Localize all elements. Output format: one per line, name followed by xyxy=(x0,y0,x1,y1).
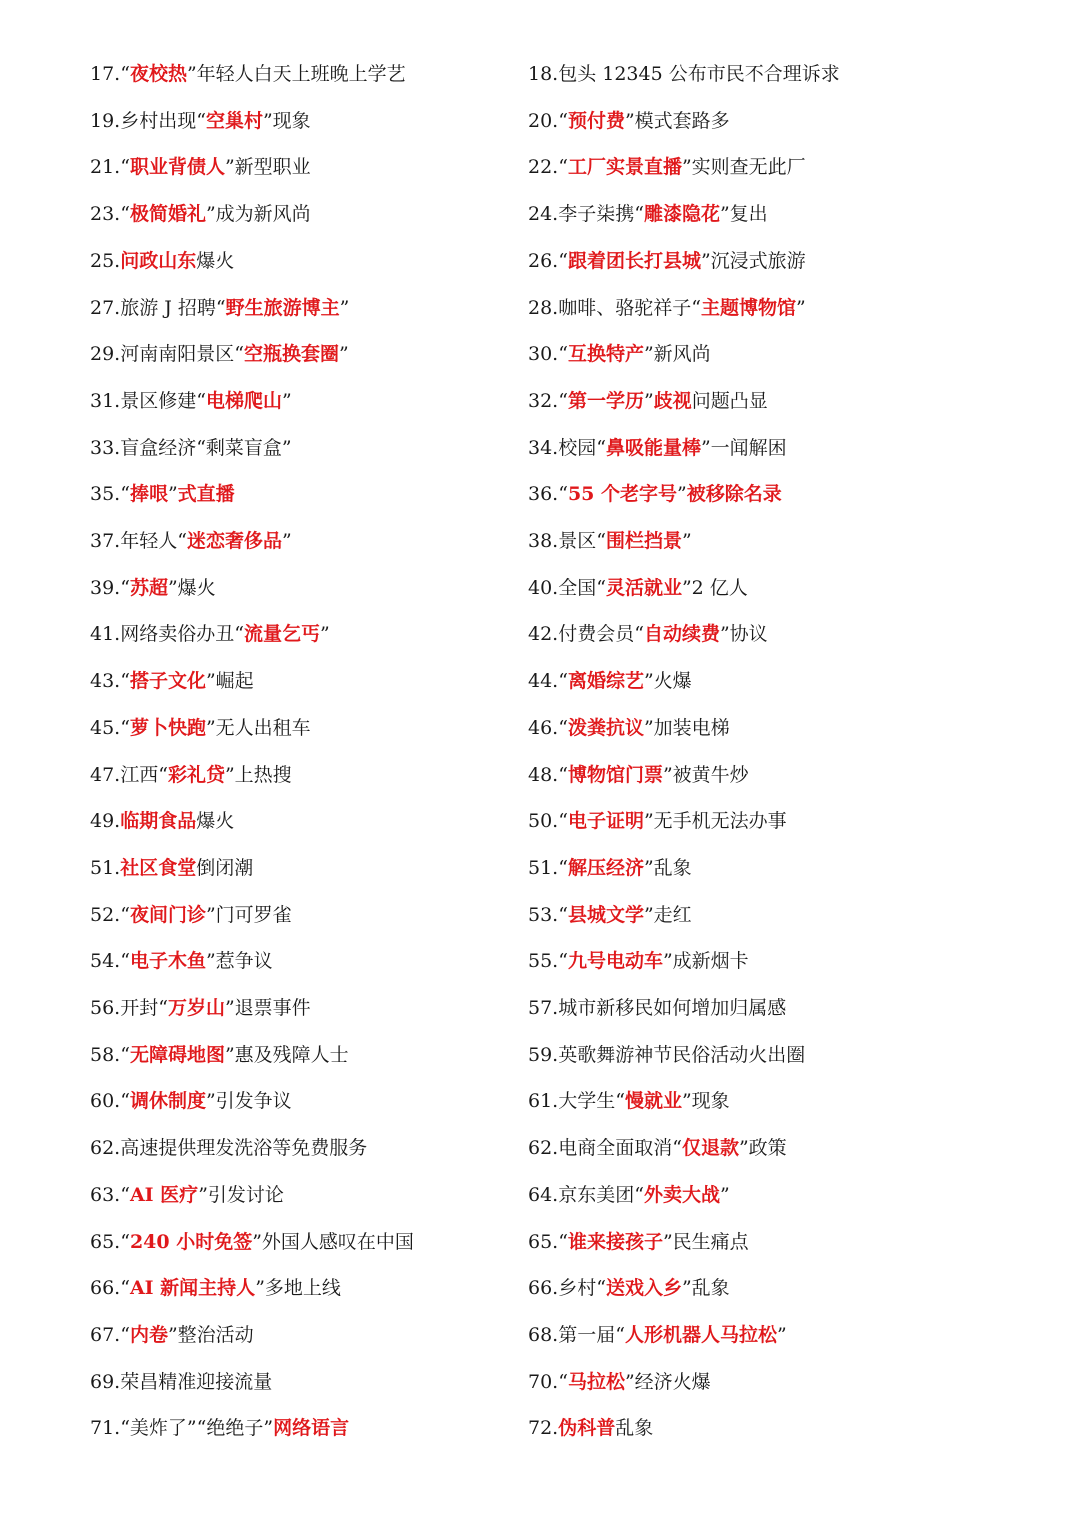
highlighted-keyword: 谁来接孩子 xyxy=(567,1231,663,1253)
topic-text: ”年轻人白天上班晚上学艺 xyxy=(186,63,406,85)
topic-text: ” xyxy=(281,390,292,412)
topic-item-left xyxy=(90,244,234,278)
topic-text: 63.“ xyxy=(90,1184,130,1206)
topic-row xyxy=(0,711,1080,745)
topic-row xyxy=(0,524,1080,558)
highlighted-keyword: 夜间门诊 xyxy=(129,904,206,926)
topic-text: ”整治活动 xyxy=(167,1324,254,1346)
topic-item-right xyxy=(528,244,806,278)
topic-item-left xyxy=(90,1038,349,1072)
highlighted-keyword: 野生旅游博主 xyxy=(225,297,340,319)
topic-item-left xyxy=(90,431,292,465)
topic-item-left xyxy=(90,197,311,231)
topic-text: ”2 亿人 xyxy=(681,577,748,599)
highlighted-keyword: 社区食堂 xyxy=(120,857,197,879)
topic-item-right xyxy=(528,944,749,978)
topic-row xyxy=(0,104,1080,138)
topic-text: 56.开封“ xyxy=(90,997,168,1019)
highlighted-keyword: 捧哏 xyxy=(129,483,168,505)
topic-row xyxy=(0,1084,1080,1118)
highlighted-keyword: 仅退款 xyxy=(681,1137,739,1159)
highlighted-keyword: 240 小时免签 xyxy=(129,1231,253,1253)
topic-item-right xyxy=(528,524,692,558)
highlighted-keyword: 九号电动车 xyxy=(567,950,663,972)
topic-text: 41.网络卖俗办丑“ xyxy=(90,623,244,645)
topic-item-left xyxy=(90,664,254,698)
highlighted-keyword: 电梯爬山 xyxy=(205,390,282,412)
highlighted-keyword: 极简婚礼 xyxy=(129,203,206,225)
topic-row xyxy=(0,431,1080,465)
highlighted-keyword: 博物馆门票 xyxy=(567,764,663,786)
topic-text: ”一闻解困 xyxy=(700,437,787,459)
topic-text: 49. xyxy=(90,810,121,832)
topic-text: 55.“ xyxy=(528,950,568,972)
topic-text: ”外国人感叹在中国 xyxy=(252,1231,414,1253)
highlighted-keyword: AI 新闻主持人 xyxy=(129,1277,256,1299)
topic-text: 28.咖啡、骆驼祥子“ xyxy=(528,297,701,319)
topic-row xyxy=(0,1411,1080,1445)
highlighted-keyword: 网络语言 xyxy=(273,1417,350,1439)
topic-item-left xyxy=(90,1411,349,1445)
topic-text: 61.大学生“ xyxy=(528,1090,625,1112)
topic-item-right xyxy=(528,804,787,838)
topic-row xyxy=(0,337,1080,371)
topic-text: ”被黄牛炒 xyxy=(662,764,749,786)
topic-item-left xyxy=(90,1318,254,1352)
highlighted-keyword: 苏超 xyxy=(129,577,168,599)
topic-text: 72. xyxy=(528,1417,559,1439)
topic-text: ”现象 xyxy=(681,1090,730,1112)
topic-row xyxy=(0,197,1080,231)
highlighted-keyword: 流量乞丐 xyxy=(243,623,320,645)
topic-text: ” xyxy=(319,623,330,645)
topic-item-left xyxy=(90,524,292,558)
topic-text: 45.“ xyxy=(90,717,130,739)
topic-text: 21.“ xyxy=(90,156,130,178)
topic-text: ” xyxy=(643,390,654,412)
topic-text: ”民生痛点 xyxy=(662,1231,749,1253)
topic-item-right xyxy=(528,104,730,138)
topic-row xyxy=(0,758,1080,792)
highlighted-keyword: 解压经济 xyxy=(567,857,644,879)
topic-item-left xyxy=(90,1084,292,1118)
topic-item-right xyxy=(528,758,749,792)
topic-item-right xyxy=(528,571,748,605)
topic-item-right xyxy=(528,477,782,511)
topic-text: 67.“ xyxy=(90,1324,130,1346)
topic-row xyxy=(0,1038,1080,1072)
highlighted-keyword: 马拉松 xyxy=(567,1371,625,1393)
topic-row xyxy=(0,991,1080,1025)
topic-text: 倒闭潮 xyxy=(196,857,254,879)
topic-item-left xyxy=(90,337,349,371)
topic-text: 62.电商全面取消“ xyxy=(528,1137,682,1159)
highlighted-keyword: 雕漆隐花 xyxy=(643,203,720,225)
topic-item-left xyxy=(90,1225,414,1259)
topic-text: ” xyxy=(719,1184,730,1206)
topic-item-right xyxy=(528,431,787,465)
topic-text: 71.“美炸了”“绝绝子” xyxy=(90,1417,274,1439)
topic-row xyxy=(0,477,1080,511)
highlighted-keyword: 万岁山 xyxy=(167,997,225,1019)
topic-text: 60.“ xyxy=(90,1090,130,1112)
topic-item-right xyxy=(528,1411,653,1445)
topic-text: 50.“ xyxy=(528,810,568,832)
highlighted-keyword: 临期食品 xyxy=(120,810,197,832)
topic-text: ” xyxy=(338,343,349,365)
topic-item-left xyxy=(90,944,273,978)
topic-text: 37.年轻人“ xyxy=(90,530,187,552)
topic-item-left xyxy=(90,477,235,511)
topic-text: 51.“ xyxy=(528,857,568,879)
topic-text: 29.河南南阳景区“ xyxy=(90,343,244,365)
topic-row xyxy=(0,571,1080,605)
topic-text: 66.“ xyxy=(90,1277,130,1299)
topic-text: ” xyxy=(681,530,692,552)
topic-text: 23.“ xyxy=(90,203,130,225)
topic-item-left xyxy=(90,758,292,792)
topic-item-left xyxy=(90,1131,367,1165)
topic-row xyxy=(0,944,1080,978)
highlighted-keyword: 县城文学 xyxy=(567,904,644,926)
topic-text: ”复出 xyxy=(719,203,768,225)
highlighted-keyword: 慢就业 xyxy=(624,1090,682,1112)
topic-text: ”崛起 xyxy=(205,670,254,692)
topic-item-right xyxy=(528,150,806,184)
topic-text: 66.乡村“ xyxy=(528,1277,606,1299)
topic-text: 22.“ xyxy=(528,156,568,178)
topic-text: 34.校园“ xyxy=(528,437,606,459)
topic-text: ”无手机无法办事 xyxy=(643,810,787,832)
topic-text: ”引发争议 xyxy=(205,1090,292,1112)
topic-text: 70.“ xyxy=(528,1371,568,1393)
topic-text: ”乱象 xyxy=(681,1277,730,1299)
topic-text: ”门可罗雀 xyxy=(205,904,292,926)
topic-item-left xyxy=(90,1271,341,1305)
topic-text: ”走红 xyxy=(643,904,692,926)
topic-text: 35.“ xyxy=(90,483,130,505)
topic-text: ”退票事件 xyxy=(224,997,311,1019)
topic-item-right xyxy=(528,291,806,325)
highlighted-keyword: 调休制度 xyxy=(129,1090,206,1112)
topic-text: ”经济火爆 xyxy=(624,1371,711,1393)
topic-text: 乱象 xyxy=(615,1417,654,1439)
highlighted-keyword: 工厂实景直播 xyxy=(567,156,682,178)
topic-text: 爆火 xyxy=(196,810,235,832)
highlighted-keyword: 迷恋奢侈品 xyxy=(186,530,282,552)
highlighted-keyword: 夜校热 xyxy=(129,63,187,85)
highlighted-keyword: 主题博物馆 xyxy=(700,297,796,319)
highlighted-keyword: 泼粪抗议 xyxy=(567,717,644,739)
topic-row xyxy=(0,150,1080,184)
topic-item-left xyxy=(90,617,330,651)
highlighted-keyword: 萝卜快跑 xyxy=(129,717,206,739)
topic-item-right xyxy=(528,1084,730,1118)
topic-text: ”乱象 xyxy=(643,857,692,879)
topic-item-left xyxy=(90,898,292,932)
topic-row xyxy=(0,1225,1080,1259)
topic-text: 31.景区修建“ xyxy=(90,390,206,412)
topic-text: ”惠及残障人士 xyxy=(224,1044,349,1066)
topic-text: ”现象 xyxy=(262,110,311,132)
topic-item-right xyxy=(528,384,768,418)
topic-row xyxy=(0,1318,1080,1352)
topic-row xyxy=(0,804,1080,838)
topic-text: ”惹争议 xyxy=(205,950,273,972)
highlighted-keyword: 围栏挡景 xyxy=(605,530,682,552)
topic-row xyxy=(0,898,1080,932)
topic-item-left xyxy=(90,291,349,325)
topic-text: 46.“ xyxy=(528,717,568,739)
topic-text: 65.“ xyxy=(90,1231,130,1253)
topic-item-right xyxy=(528,617,768,651)
topic-item-left xyxy=(90,104,311,138)
topic-item-right xyxy=(528,197,768,231)
topic-text: ” xyxy=(776,1324,787,1346)
topic-text: 62.高速提供理发洗浴等免费服务 xyxy=(90,1137,368,1159)
highlighted-keyword: 预付费 xyxy=(567,110,625,132)
topic-text: ”多地上线 xyxy=(255,1277,341,1299)
highlighted-keyword: 送戏入乡 xyxy=(605,1277,682,1299)
highlighted-keyword: 灵活就业 xyxy=(605,577,682,599)
highlighted-keyword: 人形机器人马拉松 xyxy=(624,1324,777,1346)
topic-row xyxy=(0,1131,1080,1165)
topic-item-left xyxy=(90,711,311,745)
topic-item-right xyxy=(528,851,692,885)
topic-row xyxy=(0,1271,1080,1305)
topic-text: ”新型职业 xyxy=(224,156,311,178)
topic-item-right xyxy=(528,898,692,932)
topic-text: 47.江西“ xyxy=(90,764,168,786)
topic-row xyxy=(0,57,1080,91)
topic-row xyxy=(0,384,1080,418)
topic-text: ”成为新风尚 xyxy=(205,203,311,225)
highlighted-keyword: 搭子文化 xyxy=(129,670,206,692)
highlighted-keyword: 互换特产 xyxy=(567,343,644,365)
highlighted-keyword: 式直播 xyxy=(177,483,235,505)
topic-item-right xyxy=(528,1178,730,1212)
highlighted-keyword: 电子木鱼 xyxy=(129,950,206,972)
topic-text: ”实则查无此厂 xyxy=(681,156,806,178)
topic-row xyxy=(0,244,1080,278)
topic-text: ” xyxy=(281,530,292,552)
topic-text: 69.荣昌精准迎接流量 xyxy=(90,1371,273,1393)
highlighted-keyword: 电子证明 xyxy=(567,810,644,832)
topic-text: 68.第一届“ xyxy=(528,1324,625,1346)
highlighted-keyword: 鼻吸能量棒 xyxy=(605,437,701,459)
topic-text: 48.“ xyxy=(528,764,568,786)
topic-text: 20.“ xyxy=(528,110,568,132)
topic-item-right xyxy=(528,1318,787,1352)
topic-text: 问题凸显 xyxy=(691,390,768,412)
topic-item-right xyxy=(528,711,730,745)
topic-item-right xyxy=(528,1225,749,1259)
topic-text: 27.旅游 J 招聘“ xyxy=(90,297,226,319)
topic-text: 17.“ xyxy=(90,63,130,85)
topic-text: ”沉浸式旅游 xyxy=(700,250,806,272)
topic-text: ” xyxy=(677,483,687,505)
topic-text: ” xyxy=(795,297,806,319)
highlighted-keyword: 内卷 xyxy=(129,1324,168,1346)
topic-text: ”政策 xyxy=(738,1137,787,1159)
topic-text: ”爆火 xyxy=(167,577,216,599)
topic-text: 64.京东美团“ xyxy=(528,1184,644,1206)
topic-text: ” xyxy=(167,483,178,505)
highlighted-keyword: 被移除名录 xyxy=(686,483,782,505)
topic-item-right xyxy=(528,664,692,698)
highlighted-keyword: 无障碍地图 xyxy=(129,1044,225,1066)
topic-text: ”火爆 xyxy=(643,670,692,692)
topic-text: 42.付费会员“ xyxy=(528,623,644,645)
topic-text: 18.包头 12345 公布市民不合理诉求 xyxy=(528,63,840,85)
topic-text: 32.“ xyxy=(528,390,568,412)
highlighted-keyword: AI 医疗 xyxy=(129,1184,199,1206)
topic-text: ”引发讨论 xyxy=(198,1184,284,1206)
topic-item-left xyxy=(90,991,311,1025)
topic-text: 19.乡村出现“ xyxy=(90,110,206,132)
topic-text: 爆火 xyxy=(196,250,235,272)
topic-row xyxy=(0,617,1080,651)
topic-item-right xyxy=(528,1365,711,1399)
topic-text: 26.“ xyxy=(528,250,568,272)
topic-text: 33.盲盒经济“剩菜盲盒” xyxy=(90,437,292,459)
topic-text: 38.景区“ xyxy=(528,530,606,552)
topic-text: ”无人出租车 xyxy=(205,717,311,739)
highlighted-keyword: 歧视 xyxy=(653,390,692,412)
topic-item-right xyxy=(528,1131,787,1165)
topic-item-right xyxy=(528,991,786,1025)
topic-row xyxy=(0,1178,1080,1212)
topic-text: 43.“ xyxy=(90,670,130,692)
topic-item-left xyxy=(90,1178,284,1212)
topic-item-left xyxy=(90,57,406,91)
topic-text: ” xyxy=(339,297,350,319)
topic-text: 51. xyxy=(90,857,121,879)
topic-text: ”模式套路多 xyxy=(624,110,730,132)
highlighted-keyword: 空瓶换套圈 xyxy=(243,343,339,365)
topic-row xyxy=(0,664,1080,698)
highlighted-keyword: 问政山东 xyxy=(120,250,197,272)
topic-item-left xyxy=(90,1365,272,1399)
topic-item-right xyxy=(528,337,711,371)
highlighted-keyword: 职业背债人 xyxy=(129,156,225,178)
highlighted-keyword: 跟着团长打县城 xyxy=(567,250,701,272)
topic-text: ”加装电梯 xyxy=(643,717,730,739)
topic-text: 25. xyxy=(90,250,121,272)
topic-item-left xyxy=(90,571,216,605)
topic-text: 39.“ xyxy=(90,577,130,599)
topic-text: 24.李子柒携“ xyxy=(528,203,644,225)
topic-text: 52.“ xyxy=(90,904,130,926)
topic-item-left xyxy=(90,804,234,838)
highlighted-keyword: 55 个老字号 xyxy=(567,483,677,505)
topic-text: 59.英歌舞游神节民俗活动火出圈 xyxy=(528,1044,806,1066)
topic-text: 54.“ xyxy=(90,950,130,972)
topic-row xyxy=(0,851,1080,885)
topic-row xyxy=(0,291,1080,325)
topic-text: ”新风尚 xyxy=(643,343,711,365)
topic-text: 58.“ xyxy=(90,1044,130,1066)
highlighted-keyword: 自动续费 xyxy=(643,623,720,645)
topic-row xyxy=(0,1365,1080,1399)
topic-text: ”上热搜 xyxy=(224,764,292,786)
highlighted-keyword: 空巢村 xyxy=(205,110,263,132)
topic-text: 53.“ xyxy=(528,904,568,926)
topic-text: 65.“ xyxy=(528,1231,568,1253)
topic-text: 36.“ xyxy=(528,483,568,505)
topic-item-right xyxy=(528,1038,805,1072)
topic-text: 44.“ xyxy=(528,670,568,692)
highlighted-keyword: 彩礼贷 xyxy=(167,764,225,786)
highlighted-keyword: 伪科普 xyxy=(558,1417,616,1439)
topic-item-left xyxy=(90,384,292,418)
topic-text: 30.“ xyxy=(528,343,568,365)
highlighted-keyword: 外卖大战 xyxy=(643,1184,720,1206)
topic-text: 40.全国“ xyxy=(528,577,606,599)
topic-item-right xyxy=(528,57,840,91)
topic-text: ”成新烟卡 xyxy=(662,950,749,972)
topic-item-left xyxy=(90,851,253,885)
topic-item-right xyxy=(528,1271,730,1305)
highlighted-keyword: 第一学历 xyxy=(567,390,644,412)
topic-item-left xyxy=(90,150,311,184)
topic-text: 57.城市新移民如何增加归属感 xyxy=(528,997,787,1019)
topic-text: ”协议 xyxy=(719,623,768,645)
highlighted-keyword: 离婚综艺 xyxy=(567,670,644,692)
